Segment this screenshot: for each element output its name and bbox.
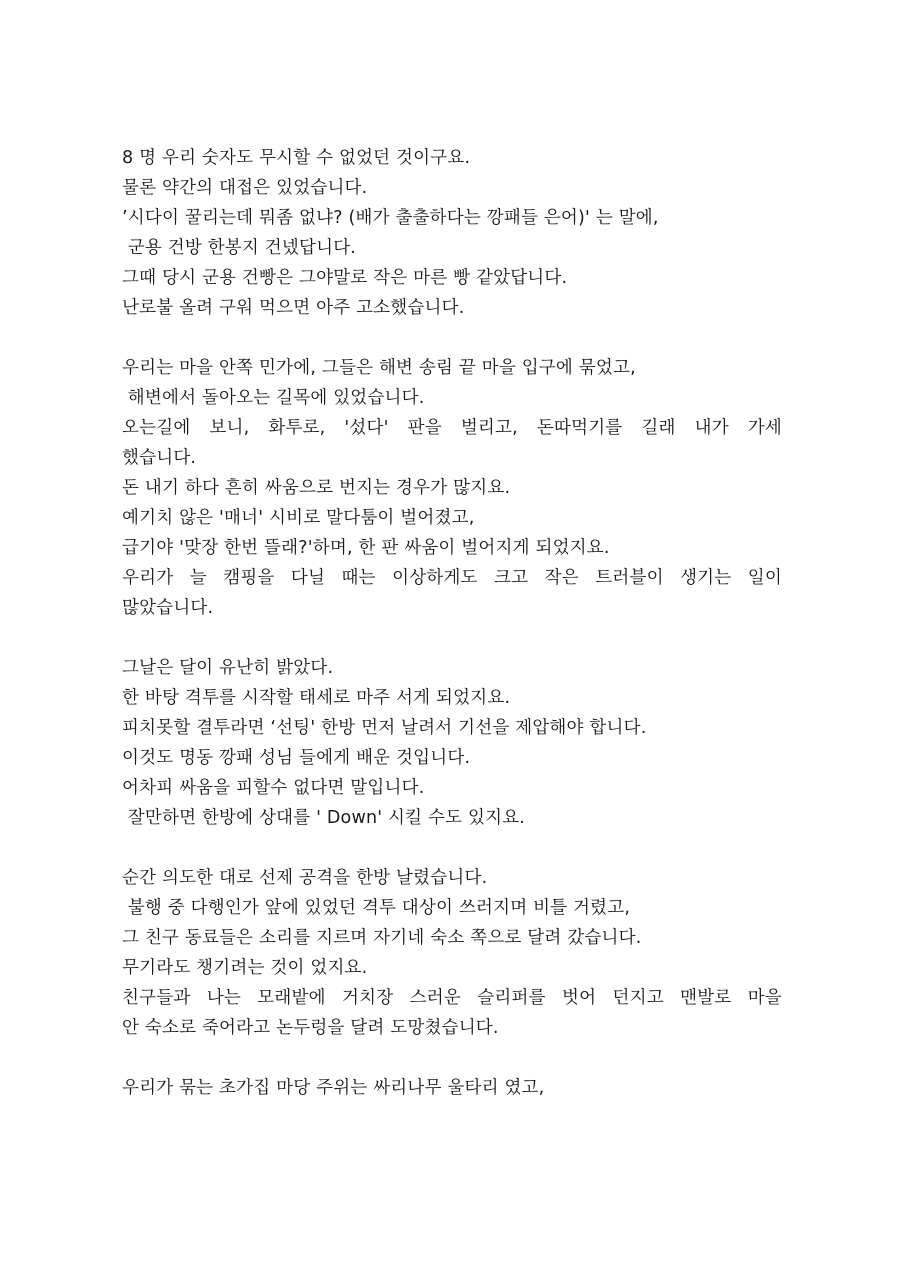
text-line: 잘만하면 한방에 상대를 ' Down' 시킬 수도 있지요. [122, 808, 526, 828]
text-line: 그때 당시 군용 건빵은 그야말로 작은 마른 빵 같았답니다. [122, 268, 568, 288]
text-line: 예기치 않은 '매너' 시비로 말다툼이 벌어졌고, [122, 508, 475, 528]
text-line: 친구들과 나는 모래밭에 거치장 스러운 슬리퍼를 벗어 던지고 맨발로 마을 [122, 988, 782, 1008]
text-line: 우리가 묶는 초가집 마당 주위는 싸리나무 울타리 였고, [122, 1078, 545, 1098]
text-line: 그날은 달이 유난히 밝았다. [122, 658, 334, 678]
text-line: 이것도 명동 깡패 성님 들에게 배운 것입니다. [122, 748, 471, 768]
text-line: 해변에서 돌아오는 길목에 있었습니다. [122, 388, 425, 408]
text-line: 어차피 싸움을 피할수 없다면 말입니다. [122, 778, 425, 798]
text-line: 우리가 늘 캠핑을 다닐 때는 이상하게도 크고 작은 트러블이 생기는 일이 [122, 568, 782, 588]
text-line: 했습니다. [122, 448, 197, 468]
document-body [122, 143, 782, 1103]
paragraph [122, 863, 782, 1043]
text-line: 우리는 마을 안쪽 민가에, 그들은 해변 송림 끝 마을 입구에 묶었고, [122, 358, 636, 378]
paragraph-gap [122, 1043, 782, 1073]
text-line: ’시다이 꿀리는데 뭐좀 없냐? (배가 출출하다는 깡패들 은어)' 는 말에, [122, 208, 659, 228]
text-line: 안 숙소로 죽어라고 논두렁을 달려 도망쳤습니다. [122, 1018, 499, 1038]
text-line: 무기라도 챙기려는 것이 었지요. [122, 958, 368, 978]
paragraph-gap [122, 323, 782, 353]
paragraph [122, 1073, 782, 1103]
text-line: 급기야 '맞장 한번 뜰래?'하며, 한 판 싸움이 벌어지게 되었지요. [122, 538, 610, 558]
text-line: 군용 건방 한봉지 건넸답니다. [122, 238, 357, 258]
text-line: 한 바탕 격투를 시작할 태세로 마주 서게 되었지요. [122, 688, 511, 708]
paragraph [122, 353, 782, 623]
text-line: 돈 내기 하다 흔히 싸움으로 번지는 경우가 많지요. [122, 478, 511, 498]
paragraph [122, 143, 782, 323]
text-line: 그 친구 동료들은 소리를 지르며 자기네 숙소 쪽으로 달려 갔습니다. [122, 928, 642, 948]
text-line: 피치못할 결투라면 ‘선팅' 한방 먼저 날려서 기선을 제압해야 합니다. [122, 718, 647, 738]
text-line: 물론 약간의 대접은 있었습니다. [122, 178, 368, 198]
paragraph-gap [122, 833, 782, 863]
text-line: 8 명 우리 숫자도 무시할 수 없었던 것이구요. [122, 148, 471, 168]
text-line: 많았습니다. [122, 598, 214, 618]
text-line: 순간 의도한 대로 선제 공격을 한방 날렸습니다. [122, 868, 488, 888]
text-line: 난로불 올려 구워 먹으면 아주 고소했습니다. [122, 298, 465, 318]
text-line: 불행 중 다행인가 앞에 있었던 격투 대상이 쓰러지며 비틀 거렸고, [122, 898, 631, 918]
paragraph-gap [122, 623, 782, 653]
text-line: 오는길에 보니, 화투로, '섰다' 판을 벌리고, 돈따먹기를 길래 내가 가세 [122, 418, 782, 438]
paragraph [122, 653, 782, 833]
